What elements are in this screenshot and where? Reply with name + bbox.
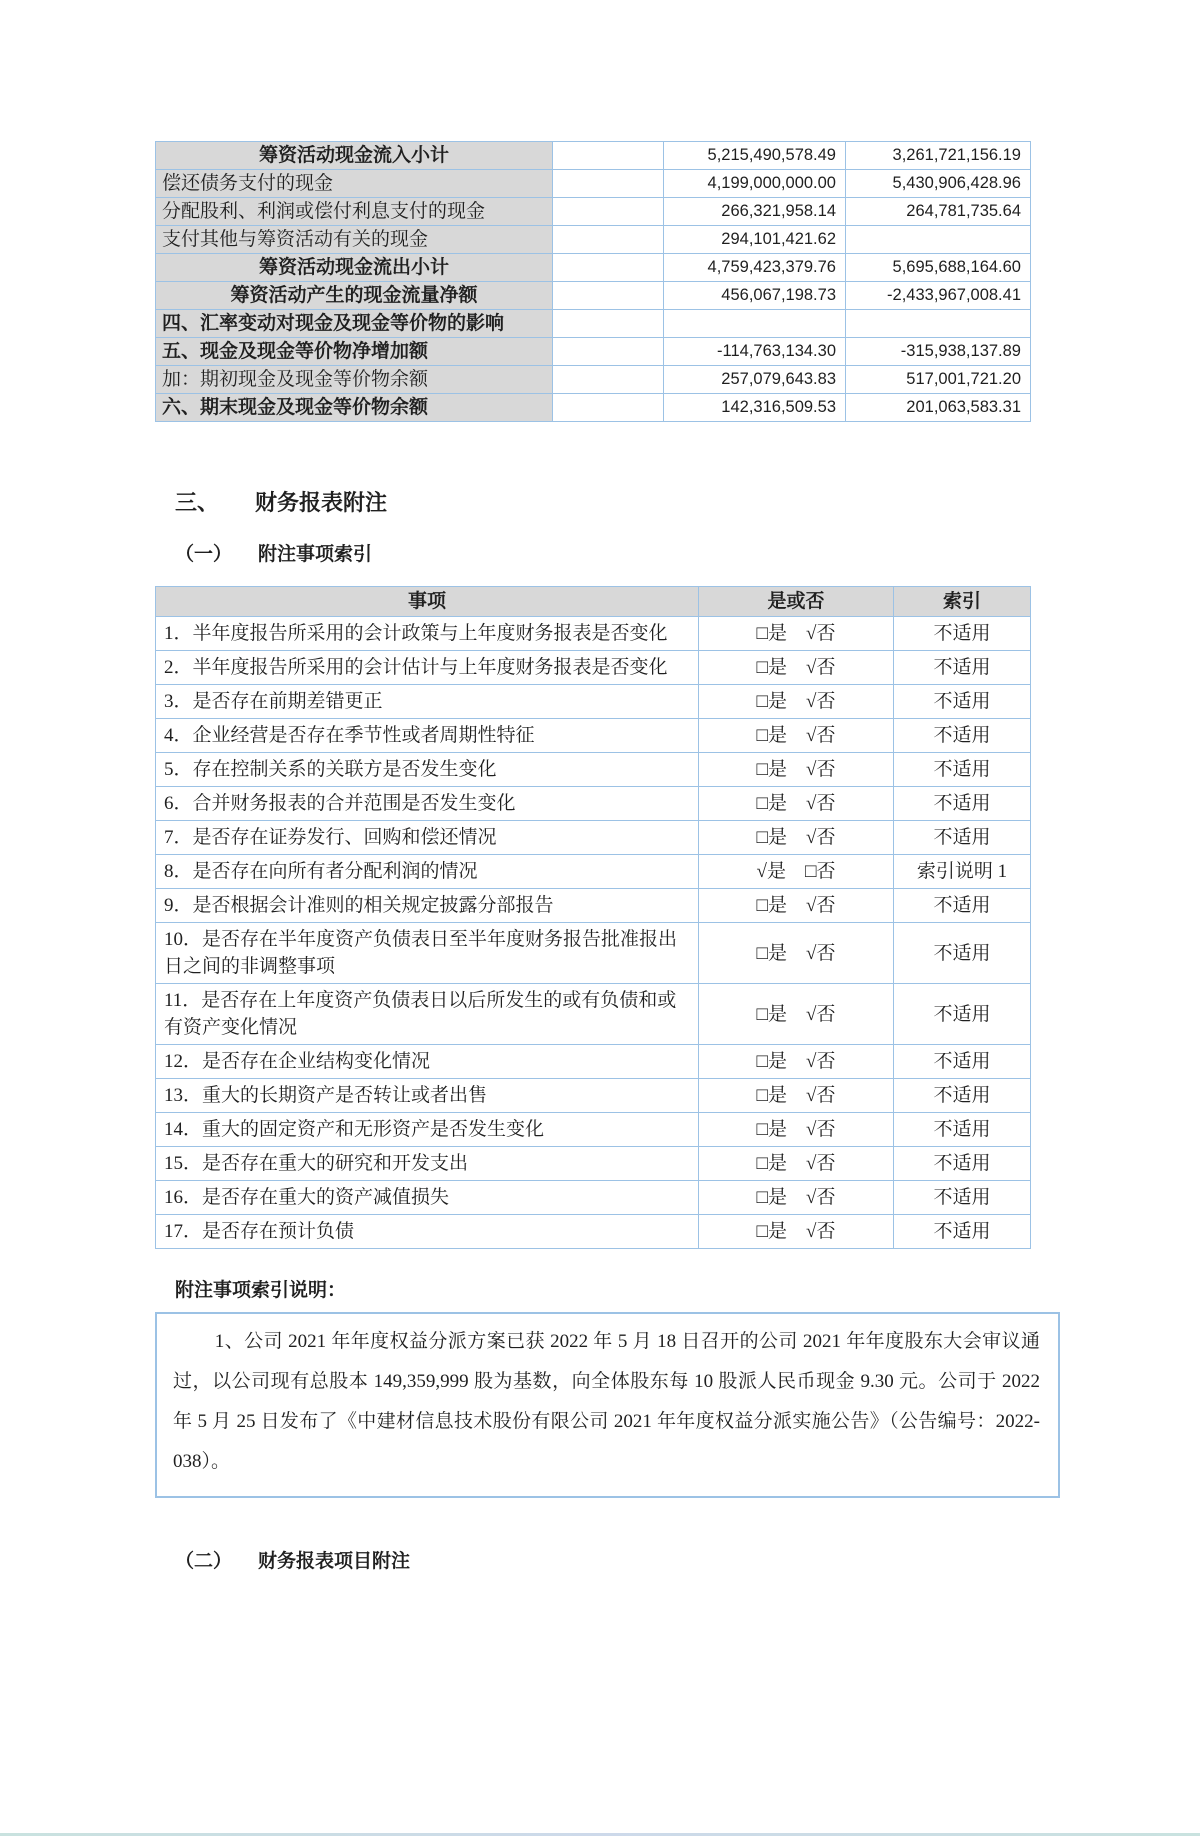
note-explanation-text: 1、公司 2021 年年度权益分派方案已获 2022 年 5 月 18 日召开的公司 2021 年年度股东大会审议通过，以公司现有总股本 149,359,999 股为基数，向全体股东每 10 股派人民币现金 9.30 元。公司于 2022 年 5 月 25 日发布了《中建材信息技术股份有限公司 2021 年年度权益分派实施公告》（公告编号：2022-038）。 xyxy=(173,1331,1040,1472)
row-label: 筹资活动现金流出小计 xyxy=(156,254,553,282)
table-header-row xyxy=(156,587,1031,617)
index-row xyxy=(156,923,1031,984)
cashflow-row xyxy=(156,338,1031,366)
cashflow-row xyxy=(156,366,1031,394)
subsection-number: （二） xyxy=(175,1551,233,1572)
item-cell: 8．是否存在向所有者分配利润的情况 xyxy=(156,855,699,889)
value-prior-period: 5,695,688,164.60 xyxy=(846,254,1031,282)
row-spacer xyxy=(553,282,664,310)
row-spacer xyxy=(553,198,664,226)
value-current-period: 4,759,423,379.76 xyxy=(664,254,846,282)
item-cell: 6．合并财务报表的合并范围是否发生变化 xyxy=(156,787,699,821)
item-cell: 10．是否存在半年度资产负债表日至半年度财务报告批准报出日之间的非调整事项 xyxy=(156,923,699,984)
yes-no-cell: □是 √否 xyxy=(699,753,894,787)
yes-no-cell: □是 √否 xyxy=(699,617,894,651)
yes-no-cell: □是 √否 xyxy=(699,821,894,855)
index-cell: 索引说明 1 xyxy=(894,855,1031,889)
value-prior-period: 5,430,906,428.96 xyxy=(846,170,1031,198)
index-cell: 不适用 xyxy=(894,1079,1031,1113)
value-current-period: 294,101,421.62 xyxy=(664,226,846,254)
cashflow-row xyxy=(156,142,1031,170)
item-cell: 5．存在控制关系的关联方是否发生变化 xyxy=(156,753,699,787)
index-cell: 不适用 xyxy=(894,651,1031,685)
cashflow-row xyxy=(156,198,1031,226)
index-cell: 不适用 xyxy=(894,719,1031,753)
item-cell: 9．是否根据会计准则的相关规定披露分部报告 xyxy=(156,889,699,923)
row-label: 筹资活动现金流入小计 xyxy=(156,142,553,170)
yes-no-cell: □是 √否 xyxy=(699,889,894,923)
value-prior-period: 264,781,735.64 xyxy=(846,198,1031,226)
item-cell: 2．半年度报告所采用的会计估计与上年度财务报表是否变化 xyxy=(156,651,699,685)
index-row xyxy=(156,719,1031,753)
notes-index-table-body xyxy=(156,617,1031,1249)
index-cell: 不适用 xyxy=(894,1181,1031,1215)
row-label: 筹资活动产生的现金流量净额 xyxy=(156,282,553,310)
report-page xyxy=(0,141,1200,1838)
row-label: 六、期末现金及现金等价物余额 xyxy=(156,394,553,422)
item-cell: 4．企业经营是否存在季节性或者周期性特征 xyxy=(156,719,699,753)
notes-index-table xyxy=(155,586,1031,1249)
yes-no-cell: □是 √否 xyxy=(699,1113,894,1147)
index-cell: 不适用 xyxy=(894,753,1031,787)
yes-no-cell: □是 √否 xyxy=(699,1147,894,1181)
yes-no-cell: □是 √否 xyxy=(699,719,894,753)
value-prior-period: 3,261,721,156.19 xyxy=(846,142,1031,170)
row-spacer xyxy=(553,338,664,366)
row-spacer xyxy=(553,310,664,338)
index-cell: 不适用 xyxy=(894,685,1031,719)
cashflow-row xyxy=(156,254,1031,282)
index-row xyxy=(156,889,1031,923)
index-row xyxy=(156,984,1031,1045)
index-row xyxy=(156,753,1031,787)
cashflow-row xyxy=(156,226,1031,254)
item-cell: 12．是否存在企业结构变化情况 xyxy=(156,1045,699,1079)
item-cell: 17．是否存在预计负债 xyxy=(156,1215,699,1249)
page-content xyxy=(155,141,1040,1573)
yes-no-cell: □是 √否 xyxy=(699,984,894,1045)
index-row xyxy=(156,1215,1031,1249)
value-current-period: 456,067,198.73 xyxy=(664,282,846,310)
cashflow-row xyxy=(156,170,1031,198)
index-cell: 不适用 xyxy=(894,787,1031,821)
section-heading-financial-notes xyxy=(175,486,1030,517)
row-label: 偿还债务支付的现金 xyxy=(156,170,553,198)
row-spacer xyxy=(553,142,664,170)
index-row xyxy=(156,787,1031,821)
note-explanation-label: 附注事项索引说明： xyxy=(175,1280,347,1301)
row-label: 四、汇率变动对现金及现金等价物的影响 xyxy=(156,310,553,338)
value-current-period: 4,199,000,000.00 xyxy=(664,170,846,198)
yes-no-cell: □是 √否 xyxy=(699,651,894,685)
index-cell: 不适用 xyxy=(894,1045,1031,1079)
index-row xyxy=(156,651,1031,685)
subsection-heading-notes-index xyxy=(175,539,1030,566)
item-cell: 16．是否存在重大的资产减值损失 xyxy=(156,1181,699,1215)
row-spacer xyxy=(553,170,664,198)
index-cell: 不适用 xyxy=(894,821,1031,855)
value-current-period: 257,079,643.83 xyxy=(664,366,846,394)
index-cell: 不适用 xyxy=(894,889,1031,923)
index-row xyxy=(156,617,1031,651)
column-header-index: 索引 xyxy=(894,587,1031,617)
index-cell: 不适用 xyxy=(894,984,1031,1045)
item-cell: 7．是否存在证券发行、回购和偿还情况 xyxy=(156,821,699,855)
cashflow-row xyxy=(156,394,1031,422)
subsection-number: （一） xyxy=(175,544,233,565)
index-cell: 不适用 xyxy=(894,923,1031,984)
index-row xyxy=(156,1147,1031,1181)
row-spacer xyxy=(553,254,664,282)
subsection-title: 附注事项索引 xyxy=(258,544,373,565)
index-cell: 不适用 xyxy=(894,1113,1031,1147)
index-row xyxy=(156,1181,1031,1215)
value-prior-period xyxy=(846,226,1031,254)
value-prior-period: -315,938,137.89 xyxy=(846,338,1031,366)
yes-no-cell: □是 √否 xyxy=(699,787,894,821)
index-row xyxy=(156,821,1031,855)
yes-no-cell: □是 √否 xyxy=(699,1181,894,1215)
index-cell: 不适用 xyxy=(894,617,1031,651)
value-prior-period: 201,063,583.31 xyxy=(846,394,1031,422)
item-cell: 14．重大的固定资产和无形资产是否发生变化 xyxy=(156,1113,699,1147)
row-spacer xyxy=(553,366,664,394)
index-cell: 不适用 xyxy=(894,1147,1031,1181)
row-spacer xyxy=(553,394,664,422)
row-label: 分配股利、利润或偿付利息支付的现金 xyxy=(156,198,553,226)
index-row xyxy=(156,685,1031,719)
item-cell: 15．是否存在重大的研究和开发支出 xyxy=(156,1147,699,1181)
value-prior-period: -2,433,967,008.41 xyxy=(846,282,1031,310)
yes-no-cell: √是 □否 xyxy=(699,855,894,889)
row-spacer xyxy=(553,226,664,254)
index-row xyxy=(156,1079,1031,1113)
row-label: 支付其他与筹资活动有关的现金 xyxy=(156,226,553,254)
yes-no-cell: □是 √否 xyxy=(699,923,894,984)
yes-no-cell: □是 √否 xyxy=(699,1045,894,1079)
row-label: 加：期初现金及现金等价物余额 xyxy=(156,366,553,394)
index-row xyxy=(156,855,1031,889)
item-cell: 13．重大的长期资产是否转让或者出售 xyxy=(156,1079,699,1113)
cashflow-row xyxy=(156,282,1031,310)
column-header-yes-no: 是或否 xyxy=(699,587,894,617)
yes-no-cell: □是 √否 xyxy=(699,1215,894,1249)
subsection-heading-statement-items xyxy=(175,1546,1030,1573)
subsection-title: 财务报表项目附注 xyxy=(258,1551,411,1572)
index-row xyxy=(156,1113,1031,1147)
item-cell: 1．半年度报告所采用的会计政策与上年度财务报表是否变化 xyxy=(156,617,699,651)
value-prior-period: 517,001,721.20 xyxy=(846,366,1031,394)
cashflow-table xyxy=(155,141,1031,422)
page-bottom-edge xyxy=(0,1833,1200,1836)
value-current-period: -114,763,134.30 xyxy=(664,338,846,366)
value-current-period: 5,215,490,578.49 xyxy=(664,142,846,170)
section-number: 三、 xyxy=(175,490,220,515)
note-explanation-box xyxy=(155,1312,1060,1498)
value-prior-period xyxy=(846,310,1031,338)
yes-no-cell: □是 √否 xyxy=(699,685,894,719)
column-header-item: 事项 xyxy=(156,587,699,617)
yes-no-cell: □是 √否 xyxy=(699,1079,894,1113)
index-cell: 不适用 xyxy=(894,1215,1031,1249)
cashflow-row xyxy=(156,310,1031,338)
section-title: 财务报表附注 xyxy=(255,490,388,515)
item-cell: 11．是否存在上年度资产负债表日以后所发生的或有负债和或有资产变化情况 xyxy=(156,984,699,1045)
cashflow-table-body xyxy=(156,142,1031,422)
value-current-period: 266,321,958.14 xyxy=(664,198,846,226)
value-current-period xyxy=(664,310,846,338)
row-label: 五、现金及现金等价物净增加额 xyxy=(156,338,553,366)
item-cell: 3．是否存在前期差错更正 xyxy=(156,685,699,719)
value-current-period: 142,316,509.53 xyxy=(664,394,846,422)
index-row xyxy=(156,1045,1031,1079)
